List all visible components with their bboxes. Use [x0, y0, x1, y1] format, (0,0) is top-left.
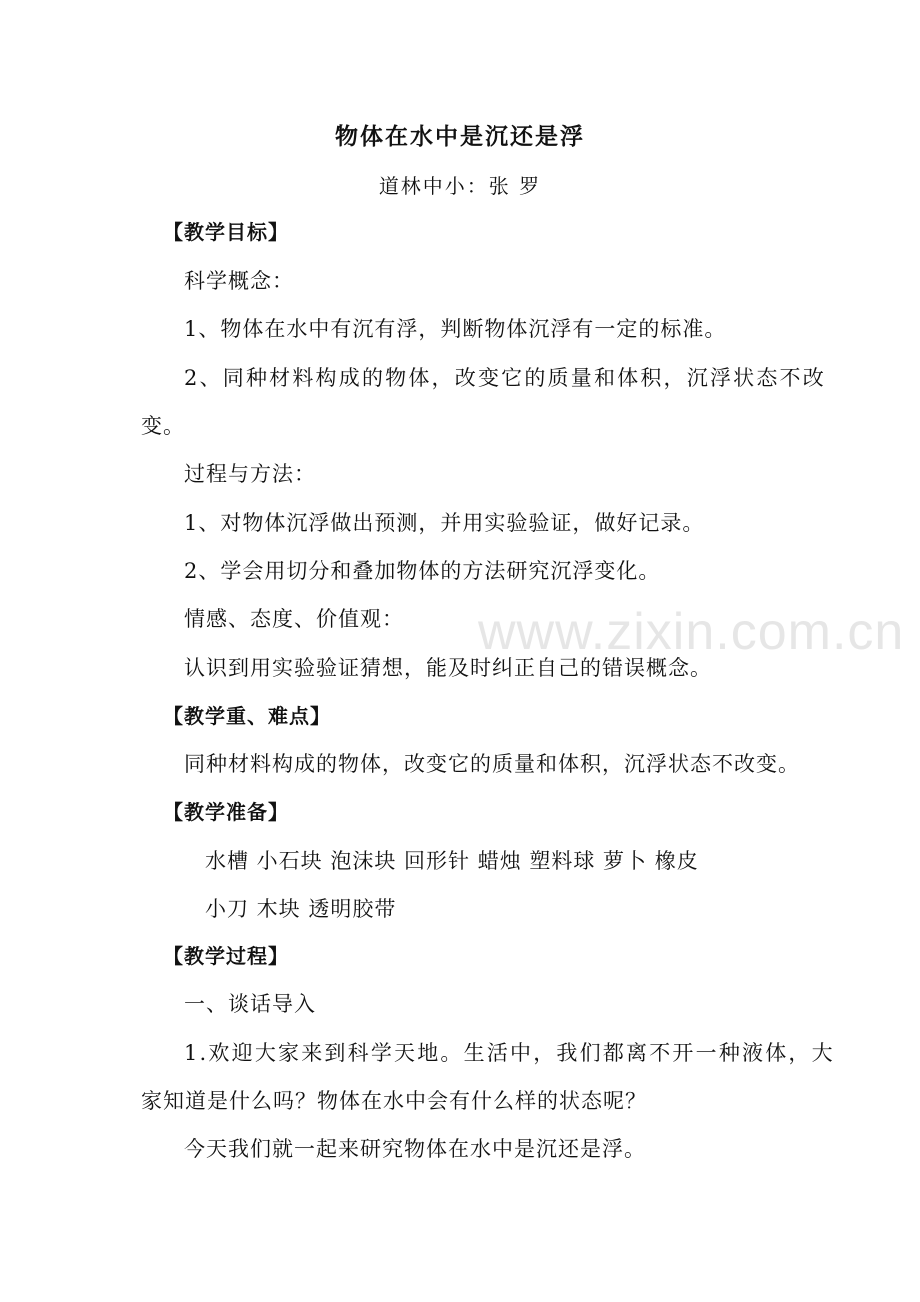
document-title: 物体在水中是沉还是浮 [335, 123, 585, 150]
attitude-label: 情感、态度、价值观： [184, 607, 404, 631]
process-paragraph-2: 今天我们就一起来研究物体在水中是沉还是浮。 [184, 1137, 646, 1161]
process-paragraph-1-line-1: 1.欢迎大家来到科学天地。生活中，我们都离不开一种液体，大 [184, 1041, 835, 1065]
science-concept-item-1: 1、物体在水中有沉有浮，判断物体沉浮有一定的标准。 [184, 317, 727, 341]
science-concept-item-2-line-1: 2、同种材料构成的物体，改变它的质量和体积，沉浮状态不改 [184, 366, 826, 390]
watermark: www.zixin.com.cn [478, 603, 905, 661]
process-method-label: 过程与方法： [184, 462, 316, 486]
process-heading: 【教学过程】 [163, 944, 289, 968]
science-concepts-label: 科学概念： [184, 269, 294, 293]
preparation-heading: 【教学准备】 [163, 800, 289, 824]
process-method-item-1: 1、对物体沉浮做出预测，并用实验验证，做好记录。 [184, 511, 705, 535]
goals-heading: 【教学目标】 [163, 220, 289, 244]
process-part-1-title: 一、谈话导入 [184, 992, 316, 1016]
process-paragraph-1-line-2: 家知道是什么吗？物体在水中会有什么样的状态呢？ [141, 1089, 647, 1113]
key-points-text: 同种材料构成的物体，改变它的质量和体积，沉浮状态不改变。 [184, 752, 800, 776]
attitude-text: 认识到用实验验证猜想，能及时纠正自己的错误概念。 [184, 656, 712, 680]
science-concept-item-2-line-2: 变。 [141, 414, 185, 438]
document-author: 道林中小：张 罗 [378, 174, 542, 198]
preparation-materials-line-2: 小刀 木块 透明胶带 [205, 897, 397, 921]
process-method-item-2: 2、学会用切分和叠加物体的方法研究沉浮变化。 [184, 559, 661, 583]
key-points-heading: 【教学重、难点】 [163, 704, 331, 728]
preparation-materials-line-1: 水槽 小石块 泡沫块 回形针 蜡烛 塑料球 萝卜 橡皮 [205, 849, 699, 873]
